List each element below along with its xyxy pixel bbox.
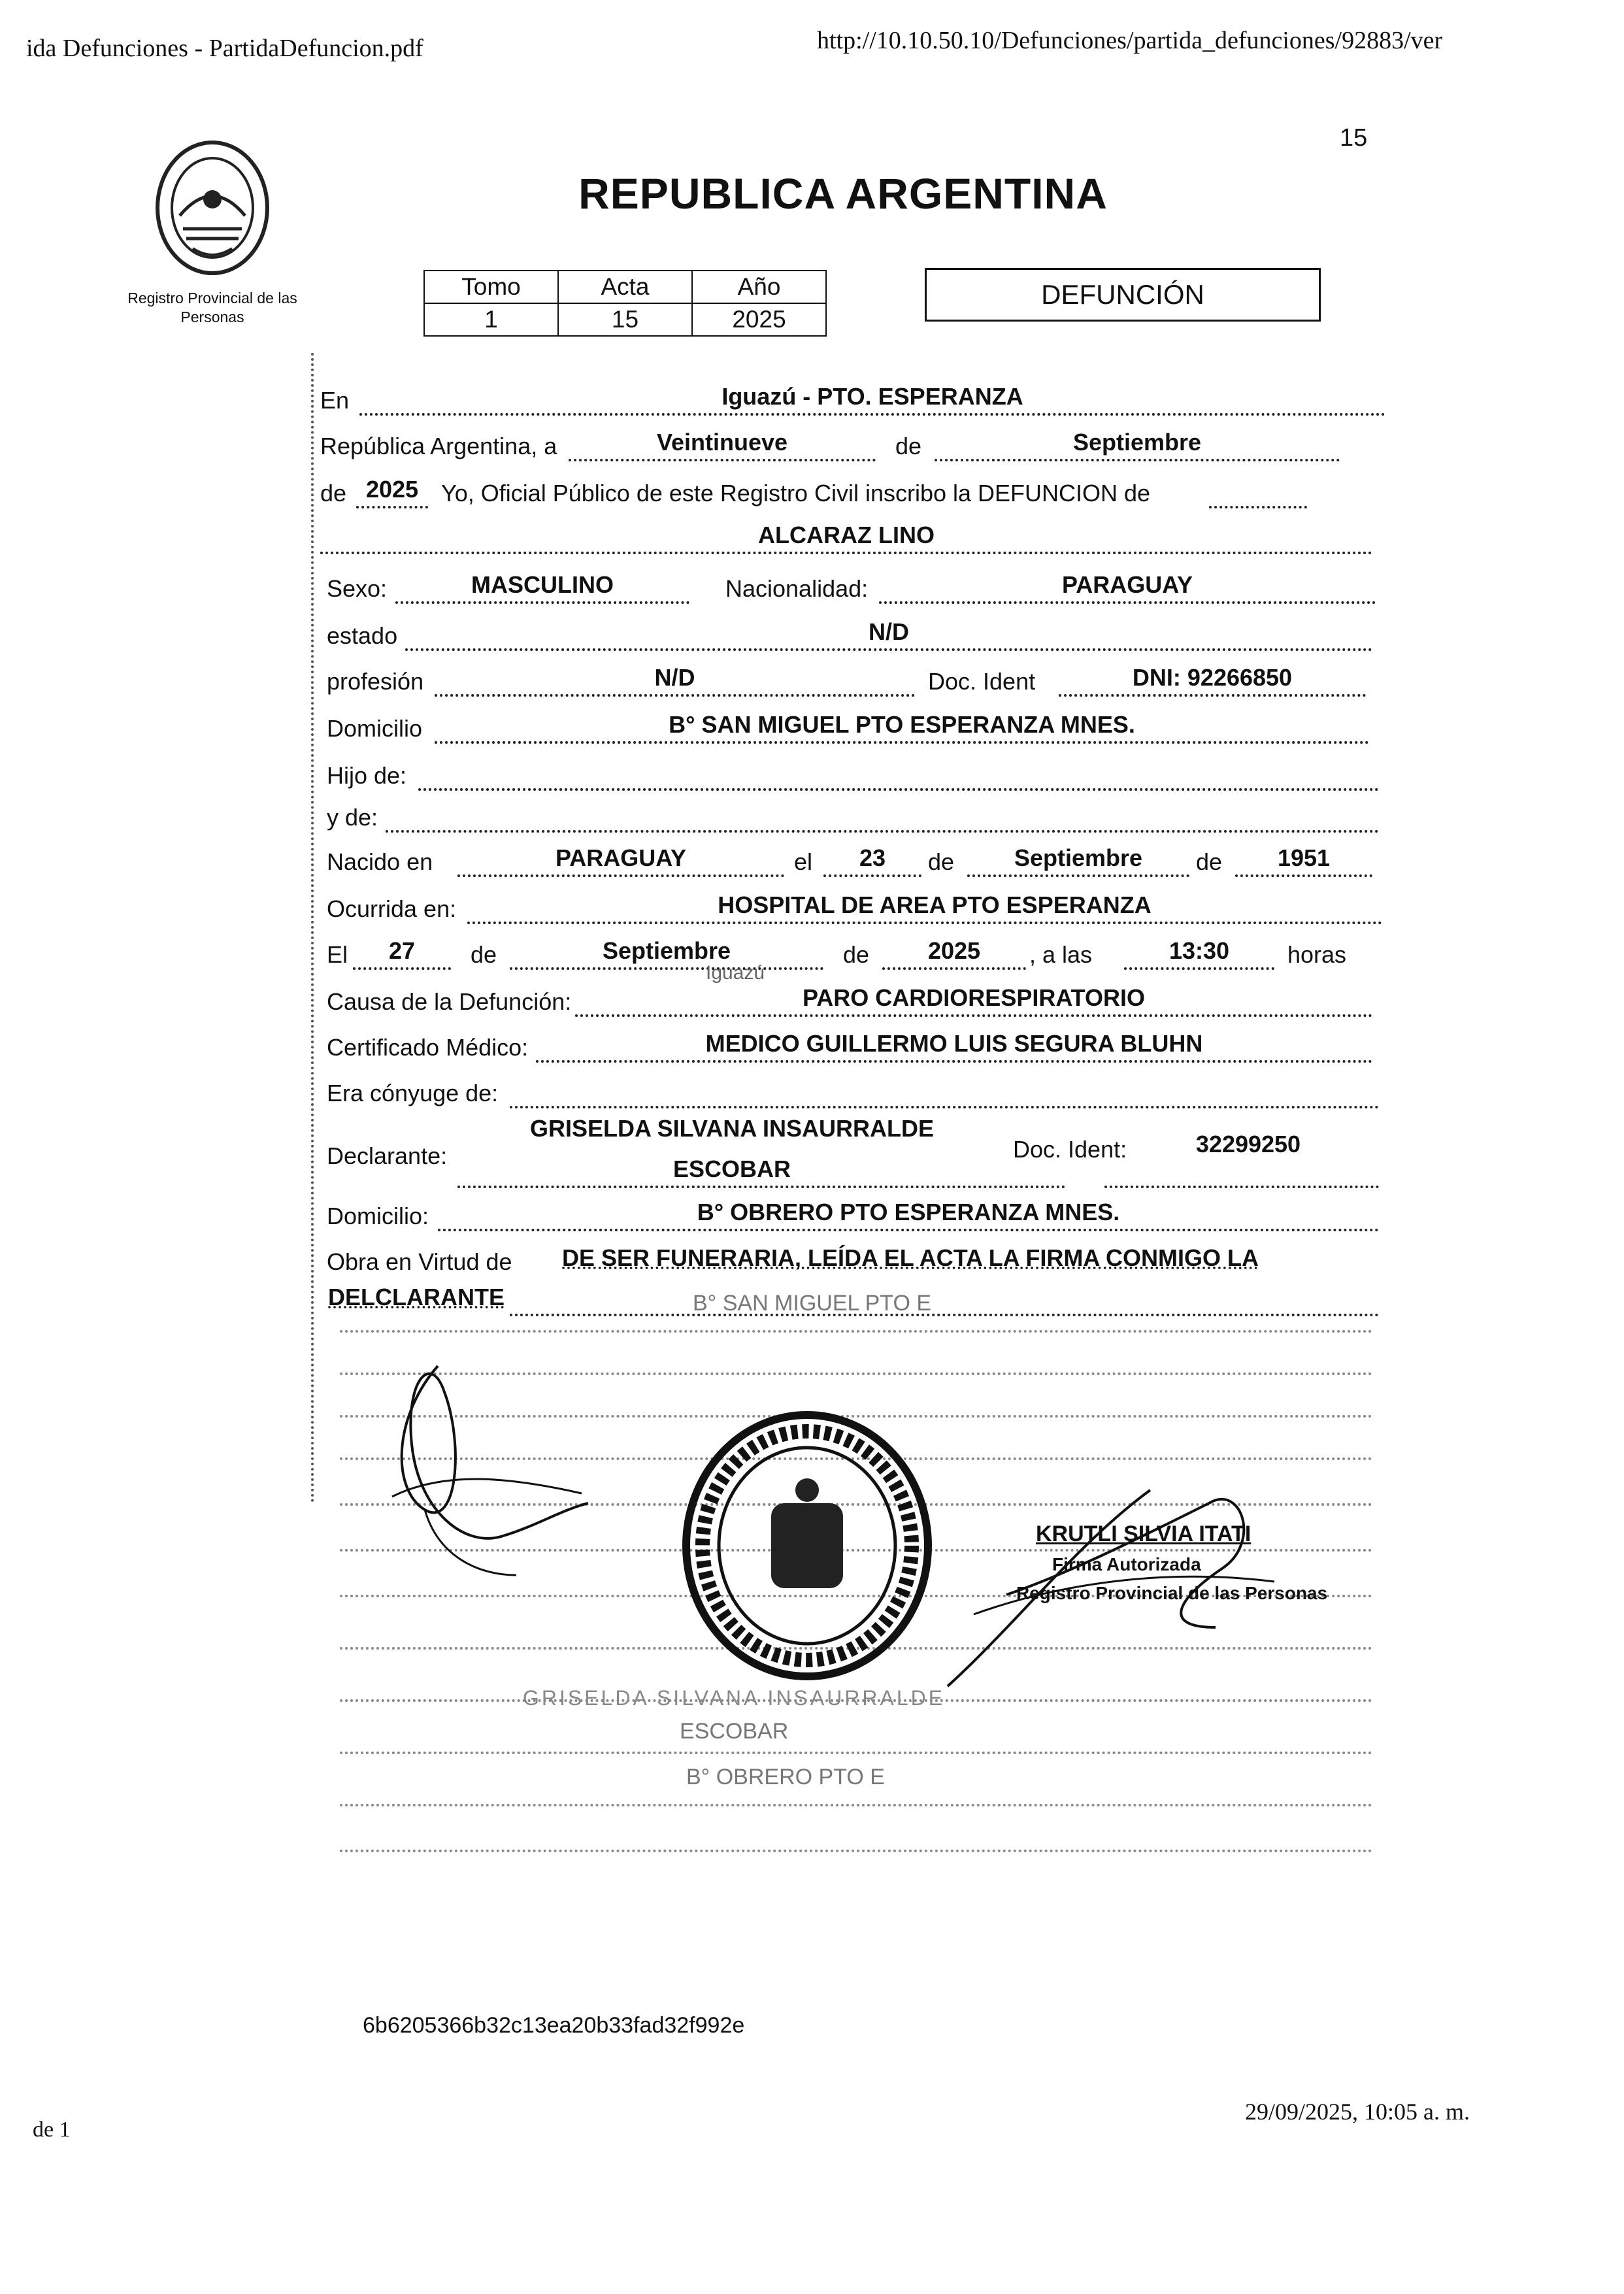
hijo-label: Hijo de: — [327, 762, 407, 789]
row-declarante-domicilio — [320, 1188, 1385, 1234]
page-title: REPUBLICA ARGENTINA — [578, 169, 1108, 218]
obra-value-2: DELCLARANTE — [328, 1284, 505, 1310]
row-y-de — [320, 790, 1385, 835]
nacionalidad-value: PARAGUAY — [1061, 571, 1193, 598]
decl-domicilio-value: B° OBRERO PTO ESPERANZA MNES. — [697, 1199, 1120, 1225]
row-domicilio — [320, 701, 1385, 746]
obra-value-1: DE SER FUNERARIA, LEÍDA EL ACTA LA FIRMA CONMIGO LA — [562, 1244, 1259, 1271]
row-sexo — [320, 561, 1385, 607]
ghost-rule — [340, 1330, 1372, 1333]
row-profesion — [320, 654, 1385, 699]
margin-rule — [311, 353, 318, 1503]
ghost-text: B° SAN MIGUEL PTO E — [693, 1291, 932, 1316]
anio-inscripcion: 2025 — [365, 476, 419, 503]
tomo-value: 1 — [424, 303, 558, 336]
declarante-doc-label: Doc. Ident: — [1013, 1136, 1127, 1163]
page-of: de 1 — [33, 2118, 71, 2142]
official-name: KRUTLI SILVIA ITATI — [1036, 1521, 1251, 1546]
declarante-doc-value: 32299250 — [1195, 1131, 1301, 1157]
en-label: En — [320, 387, 350, 414]
row-estado — [320, 608, 1385, 654]
hora-value: 13:30 — [1168, 937, 1230, 964]
doc-label: Doc. Ident — [928, 668, 1036, 695]
document-hash: 6b6205366b32c13ea20b33fad32f992e — [363, 2013, 745, 2038]
de-label: de — [895, 433, 922, 459]
row-nacido — [320, 834, 1385, 880]
el-label: el — [794, 848, 813, 875]
row-nombre — [320, 511, 1385, 557]
declarante-nombre: GRISELDA SILVANA INSAURRALDE — [529, 1115, 934, 1142]
de-label-6: de — [843, 941, 870, 968]
y-de-label: y de: — [327, 804, 378, 831]
el2-label: El — [327, 941, 348, 968]
page-url: http://10.10.50.10/Defunciones/partida_defunciones/92883/ver — [817, 27, 1443, 54]
profesion-value: N/D — [654, 664, 695, 691]
dia-value: Veintinueve — [656, 429, 788, 456]
estado-label: estado — [327, 622, 398, 649]
official-registry: Registro Provincial de las Personas — [1016, 1583, 1328, 1603]
anio-header: Año — [692, 271, 826, 303]
tab-title: ida Defunciones - PartidaDefuncion.pdf — [26, 35, 423, 62]
sexo-value: MASCULINO — [471, 571, 614, 598]
estado-value: N/D — [869, 618, 909, 645]
republica-label: República Argentina, a — [320, 433, 557, 459]
row-ocurrida — [320, 881, 1385, 927]
row-certificado — [320, 1020, 1385, 1065]
row-en — [320, 373, 1385, 418]
ghost-rule — [340, 1850, 1372, 1852]
ghost-text: GRISELDA SILVANA INSAURRALDE — [523, 1686, 946, 1710]
sexo-label: Sexo: — [327, 575, 388, 602]
domicilio-label: Domicilio — [327, 715, 423, 742]
difunto-nombre: ALCARAZ LINO — [758, 522, 935, 548]
nacido-mes: Septiembre — [1014, 844, 1143, 871]
conyuge-label: Era cónyuge de: — [327, 1080, 499, 1106]
doc-value: DNI: 92266850 — [1132, 664, 1293, 691]
ghost-rule — [340, 1752, 1372, 1754]
ghost-text: Iguazú — [706, 962, 765, 984]
declarante-label: Declarante: — [327, 1142, 448, 1169]
nacionalidad-label: Nacionalidad: — [725, 575, 869, 602]
page-number: 15 — [1340, 124, 1368, 152]
record-box — [423, 270, 827, 337]
certificado-label: Certificado Médico: — [327, 1034, 529, 1061]
nacido-label: Nacido en — [327, 848, 433, 875]
certificado-value: MEDICO GUILLERMO LUIS SEGURA BLUHN — [705, 1030, 1203, 1057]
acta-value: 15 — [558, 303, 692, 336]
nacido-dia: 23 — [859, 844, 886, 871]
print-datetime: 29/09/2025, 10:05 a. m. — [1245, 2099, 1470, 2125]
tomo-header: Tomo — [424, 271, 558, 303]
causa-label: Causa de la Defunción: — [327, 988, 572, 1015]
row-fecha-defuncion — [320, 927, 1385, 972]
obra-label: Obra en Virtud de — [327, 1248, 512, 1275]
a-las-label: , a las — [1029, 941, 1093, 968]
official-role: Firma Autorizada — [1052, 1554, 1201, 1574]
de-label-2: de — [320, 480, 347, 507]
anio-value: 2025 — [692, 303, 826, 336]
row-declarante-2 — [320, 1145, 1385, 1191]
de-label-4: de — [1196, 848, 1223, 875]
row-inscribo — [320, 465, 1385, 511]
horas-label: horas — [1287, 941, 1347, 968]
official-seal-icon — [673, 1405, 941, 1686]
fallec-mes: Septiembre — [602, 937, 731, 964]
record-type: DEFUNCIÓN — [925, 268, 1321, 322]
ghost-rule — [340, 1804, 1372, 1806]
fallec-dia: 27 — [388, 937, 416, 964]
de-label-5: de — [471, 941, 497, 968]
declarant-signature — [366, 1340, 640, 1614]
row-causa — [320, 974, 1385, 1020]
inscribo-text: Yo, Oficial Público de este Registro Civil inscribo la DEFUNCION de — [441, 480, 1151, 507]
decl-domicilio-label: Domicilio: — [327, 1203, 429, 1229]
ocurrida-label: Ocurrida en: — [327, 895, 457, 922]
row-hijo-de — [320, 748, 1385, 793]
fallec-anio: 2025 — [927, 937, 981, 964]
ghost-text: ESCOBAR — [680, 1719, 789, 1744]
nacido-anio: 1951 — [1277, 844, 1331, 871]
domicilio-value: B° SAN MIGUEL PTO ESPERANZA MNES. — [669, 711, 1135, 738]
registry-name: Registro Provincial de las Personas — [127, 290, 297, 325]
acta-header: Acta — [558, 271, 692, 303]
ghost-text: B° OBRERO PTO E — [686, 1765, 885, 1789]
profesion-label: profesión — [327, 668, 424, 695]
row-fecha-inscripcion — [320, 418, 1385, 464]
nacido-lugar: PARAGUAY — [555, 844, 687, 871]
de-label-3: de — [928, 848, 955, 875]
causa-value: PARO CARDIORESPIRATORIO — [802, 984, 1146, 1011]
mes-value: Septiembre — [1072, 429, 1202, 456]
ocurrida-value: HOSPITAL DE AREA PTO ESPERANZA — [718, 891, 1152, 918]
row-conyuge — [320, 1065, 1385, 1111]
en-value: Iguazú - PTO. ESPERANZA — [721, 383, 1023, 410]
declarante-apellido: ESCOBAR — [672, 1155, 791, 1182]
